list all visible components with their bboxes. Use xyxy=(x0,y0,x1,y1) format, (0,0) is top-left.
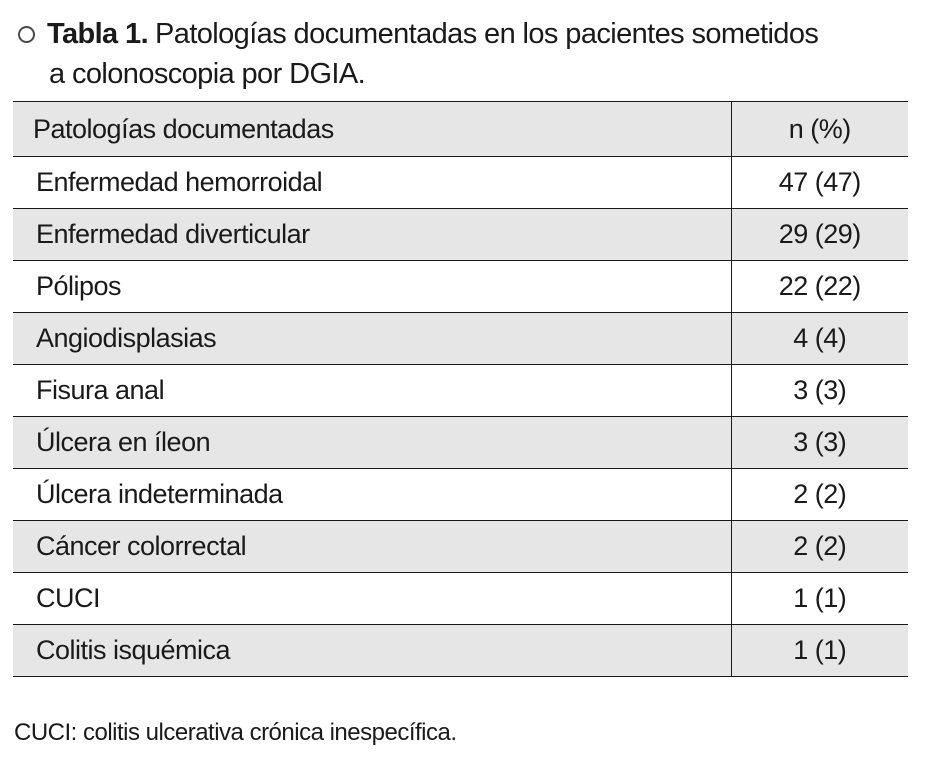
row-value: 2 (2) xyxy=(731,521,908,573)
row-value: 29 (29) xyxy=(731,209,908,261)
row-name: Úlcera indeterminada xyxy=(13,469,731,521)
pathology-table xyxy=(13,101,908,677)
table-footnote: CUCI: colitis ulcerativa crónica inespecífica. xyxy=(14,719,457,746)
header-pathology: Patologías documentadas xyxy=(13,102,731,157)
caption-text-line-2: a colonoscopia por DGIA. xyxy=(49,58,366,90)
circle-bullet-icon xyxy=(18,26,35,43)
header-n-percent: n (%) xyxy=(731,102,908,157)
table-header-row xyxy=(13,102,908,157)
row-name: Colitis isquémica xyxy=(13,625,731,677)
row-value: 1 (1) xyxy=(731,625,908,677)
table-row xyxy=(13,469,908,521)
table-row xyxy=(13,157,908,209)
table-row xyxy=(13,417,908,469)
row-name: Fisura anal xyxy=(13,365,731,417)
caption-label: Tabla 1. xyxy=(47,18,149,50)
row-name: Pólipos xyxy=(13,261,731,313)
table-row xyxy=(13,209,908,261)
row-value: 22 (22) xyxy=(731,261,908,313)
table-row xyxy=(13,365,908,417)
row-name: Enfermedad diverticular xyxy=(13,209,731,261)
row-name: Cáncer colorrectal xyxy=(13,521,731,573)
row-value: 3 (3) xyxy=(731,417,908,469)
table-row xyxy=(13,625,908,677)
row-name: Angiodisplasias xyxy=(13,313,731,365)
table-row xyxy=(13,573,908,625)
row-value: 3 (3) xyxy=(731,365,908,417)
row-name: Enfermedad hemorroidal xyxy=(13,157,731,209)
table-row xyxy=(13,261,908,313)
table-row xyxy=(13,313,908,365)
table-row xyxy=(13,521,908,573)
row-value: 1 (1) xyxy=(731,573,908,625)
caption-line-1 xyxy=(18,14,923,54)
row-value: 2 (2) xyxy=(731,469,908,521)
caption-text-line-1: Patologías documentadas en los pacientes sometidos xyxy=(155,18,819,50)
row-value: 47 (47) xyxy=(731,157,908,209)
table-caption xyxy=(18,14,923,94)
row-name: CUCI xyxy=(13,573,731,625)
row-value: 4 (4) xyxy=(731,313,908,365)
row-name: Úlcera en íleon xyxy=(13,417,731,469)
